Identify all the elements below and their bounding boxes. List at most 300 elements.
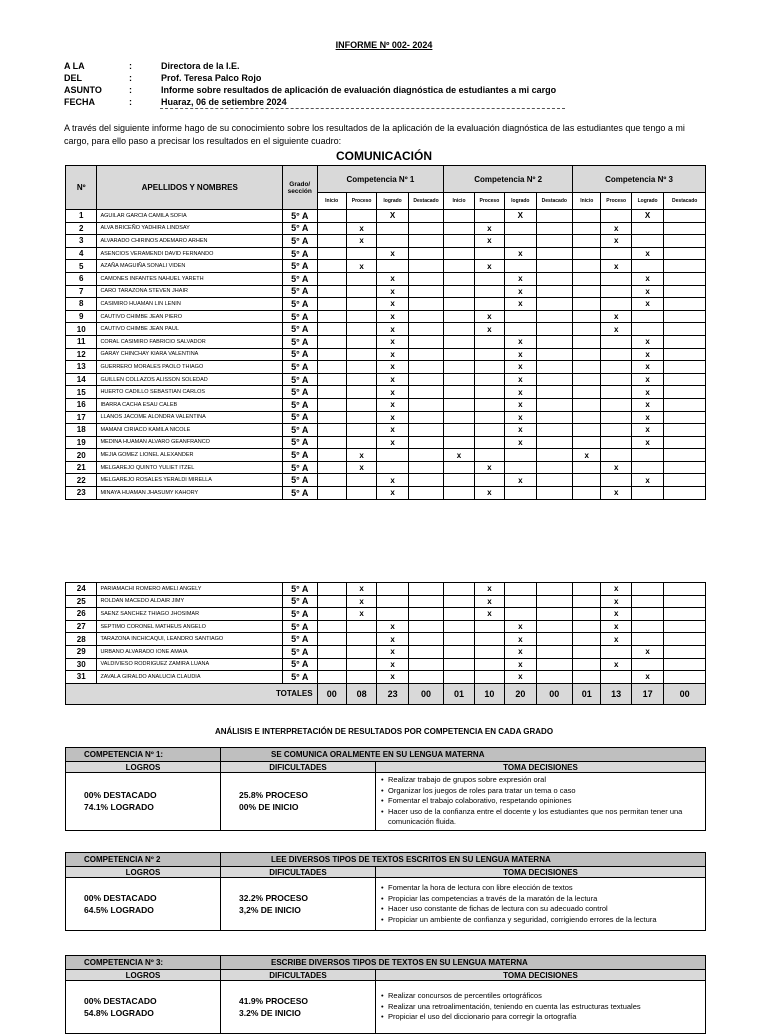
col-header-competencia-2: Competencia Nº 2 [444,166,573,193]
level-cell [408,310,444,323]
logro-value: 00% DESTACADO [84,790,157,801]
level-cell [346,474,376,487]
level-cell [346,247,376,260]
level-cell [444,222,474,235]
level-cell [317,608,346,621]
level-cell [536,361,573,374]
level-cell: x [631,411,663,424]
level-cell [444,633,474,646]
header-key: FECHA [64,97,95,107]
table-row [66,272,706,285]
level-cell [317,210,346,223]
col-header-level: Inicio [444,193,474,210]
level-cell: x [505,411,536,424]
row-number: 1 [66,210,97,223]
level-cell [408,449,444,462]
level-cell [631,461,663,474]
level-cell [573,633,601,646]
level-cell [317,620,346,633]
level-cell [601,386,631,399]
row-number: 22 [66,474,97,487]
level-cell [536,272,573,285]
dificultades-cell [221,878,376,931]
intro-paragraph: A través del siguiente informe hago de su conocimiento sobre los resultados de la aplicación de la evaluación diagnóstica de las estudiantes que tengo a mi cargo, para ello paso a precisar los resultados en el siguiente cuadro: [64,123,685,146]
level-cell [408,608,443,621]
level-cell [317,474,346,487]
student-name: MEJIA GOMEZ LIONEL ALEXANDER [97,449,283,462]
level-cell [317,645,346,658]
dificultad-value: 00% DE INICIO [239,802,299,813]
subheader-dificultades: DIFICULTADES [221,762,376,773]
decision-item: • Fomentar el trabajo colaborativo, respetando opiniones [388,796,701,807]
level-cell [573,608,601,621]
level-cell [408,361,444,374]
level-cell [573,298,601,311]
level-cell: x [377,671,408,684]
header-sep: : [129,73,132,83]
level-cell: x [505,272,536,285]
level-cell [664,608,706,621]
level-cell: x [505,361,536,374]
subheader-dificultades: DIFICULTADES [221,867,376,878]
level-cell [444,398,474,411]
level-cell [505,222,536,235]
level-cell [601,348,631,361]
level-cell [664,285,706,298]
table-row [66,247,706,260]
student-name: MELGAREJO ROSALES YERALDI MIRELLA [97,474,283,487]
level-cell: x [474,222,504,235]
student-name: CAUTIVO CHIMBE JEAN PAUL [97,323,283,336]
total-cell: 00 [408,683,443,704]
level-cell [317,633,346,646]
level-cell [377,595,408,608]
level-cell [408,620,443,633]
table-row [66,323,706,336]
logro-value: 64.5% LOGRADO [84,905,154,915]
row-number: 17 [66,411,97,424]
level-cell: x [377,411,408,424]
level-cell [317,671,346,684]
total-cell: 13 [601,683,631,704]
level-cell [408,595,443,608]
level-cell [573,210,601,223]
level-cell [664,595,706,608]
level-cell [408,285,444,298]
level-cell: x [377,310,408,323]
student-grade: 5° A [283,210,317,223]
level-cell [317,272,346,285]
student-grade: 5° A [283,310,317,323]
level-cell [536,247,573,260]
level-cell [408,461,444,474]
col-header-competencia-3: Competencia Nº 3 [573,166,706,193]
level-cell [444,474,474,487]
level-cell [536,398,573,411]
level-cell [317,411,346,424]
decision-item: • Hacer uso constante de fichas de lectura con su adecuado control [388,904,701,915]
row-number: 20 [66,449,97,462]
level-cell [573,411,601,424]
subject-title: COMUNICACIÓN [336,149,432,163]
subheader-logros: LOGROS [66,970,221,981]
col-header-level: Inicio [573,193,601,210]
decision-item: • Realizar una retroalimentación, teniendo en cuenta las estructuras textuales [388,1002,701,1013]
student-grade: 5° A [283,633,317,646]
decisiones-cell [376,878,706,931]
level-cell [505,260,536,273]
dificultad-value: 41.9% PROCESO [239,996,308,1006]
level-cell [474,658,504,671]
row-number: 3 [66,235,97,248]
level-cell [573,398,601,411]
table-row [66,633,706,646]
table-row [66,608,706,621]
report-title: INFORME Nº 002- 2024 [335,40,433,50]
dificultades-cell [221,981,376,1034]
table-row [66,285,706,298]
level-cell [664,583,706,596]
level-cell: x [346,260,376,273]
level-cell [573,235,601,248]
level-cell: x [631,298,663,311]
decision-item: • Fomentar la hora de lectura con libre elección de textos [388,883,701,894]
subheader-decisiones: TOMA DECISIONES [376,970,706,981]
level-cell [664,235,706,248]
level-cell [377,260,408,273]
level-cell [536,298,573,311]
level-cell [631,583,663,596]
student-grade: 5° A [283,487,317,500]
level-cell [444,671,474,684]
level-cell [317,247,346,260]
student-name: CORAL CASIMIRO FABRICIO SALVADOR [97,335,283,348]
level-cell: x [377,272,408,285]
student-name: ALVA BRICEÑO YADHIRA LINDSAY [97,222,283,235]
dificultad-value: 3.2% DE INICIO [239,1008,301,1018]
student-grade: 5° A [283,645,317,658]
level-cell [346,671,376,684]
level-cell [444,424,474,437]
header-value: Huaraz, 06 de setiembre 2024 [161,97,287,107]
level-cell [474,361,504,374]
subheader-decisiones: TOMA DECISIONES [376,762,706,773]
level-cell [317,461,346,474]
report-header [64,60,556,108]
level-cell: x [505,620,536,633]
subheader-logros: LOGROS [66,762,221,773]
total-cell: 10 [474,683,504,704]
level-cell [408,210,444,223]
table-row [66,222,706,235]
level-cell [444,487,474,500]
level-cell [601,436,631,449]
level-cell: x [377,645,408,658]
level-cell [664,373,706,386]
level-cell [573,487,601,500]
level-cell [474,335,504,348]
level-cell: x [377,298,408,311]
logro-value: 54.8% LOGRADO [84,1008,154,1018]
level-cell: x [573,449,601,462]
level-cell [408,272,444,285]
level-cell: x [601,583,631,596]
table-row [66,260,706,273]
level-cell [601,449,631,462]
competencia-label: COMPETENCIA Nº 3: [66,956,221,970]
level-cell: x [377,633,408,646]
student-grade: 5° A [283,583,317,596]
level-cell [505,449,536,462]
subheader-decisiones: TOMA DECISIONES [376,867,706,878]
student-grade: 5° A [283,449,317,462]
level-cell [573,386,601,399]
level-cell [317,398,346,411]
level-cell [601,335,631,348]
level-cell: x [474,595,504,608]
table-row [66,461,706,474]
level-cell [346,386,376,399]
header-row-from [64,72,556,84]
level-cell: x [601,235,631,248]
level-cell [444,620,474,633]
level-cell: x [601,260,631,273]
level-cell [536,424,573,437]
level-cell [474,386,504,399]
table-row [66,386,706,399]
header-row-subject [64,84,556,96]
level-cell [536,323,573,336]
student-grade: 5° A [283,595,317,608]
row-number: 2 [66,222,97,235]
level-cell: x [601,620,631,633]
level-cell [317,583,346,596]
level-cell: x [377,424,408,437]
level-cell [536,260,573,273]
level-cell: X [631,210,663,223]
row-number: 28 [66,633,97,646]
level-cell: x [377,398,408,411]
level-cell [317,310,346,323]
header-row-to [64,60,556,72]
level-cell [664,633,706,646]
col-header-level: Logrado [631,193,663,210]
level-cell: x [474,608,504,621]
col-header-level: logrado [377,193,408,210]
level-cell [536,310,573,323]
level-cell [601,247,631,260]
table-row [66,449,706,462]
level-cell [505,461,536,474]
level-cell [346,424,376,437]
col-header-level: Destacado [536,193,573,210]
level-cell [631,633,663,646]
level-cell: x [377,323,408,336]
header-key: ASUNTO [64,85,102,95]
student-name: TARAZONA INCHICAQUI, LEANDRO SANTIAGO [97,633,283,646]
level-cell [631,487,663,500]
col-header-grade: Grado/ sección [283,166,317,210]
col-header-level: Destacado [408,193,444,210]
level-cell [444,247,474,260]
level-cell [631,620,663,633]
level-cell [408,323,444,336]
level-cell: x [601,310,631,323]
decisiones-cell [376,773,706,831]
level-cell [474,633,504,646]
level-cell: x [601,633,631,646]
level-cell [474,436,504,449]
header-row-date [64,96,556,108]
level-cell [317,449,346,462]
header-value: Informe sobre resultados de aplicación de evaluación diagnóstica de estudiantes a mi cargo [161,85,557,95]
level-cell [444,210,474,223]
level-cell [444,285,474,298]
level-cell: X [505,210,536,223]
level-cell [408,583,443,596]
student-name: ALVARADO CHIRINOS ADEMARO ARHEN [97,235,283,248]
col-header-number: Nº [66,166,97,210]
level-cell [346,436,376,449]
logro-value: 00% DESTACADO [84,893,157,903]
decision-item: • Organizar los juegos de roles para tratar un tema o caso [388,786,701,797]
level-cell [536,645,573,658]
decision-item: • Propiciar un ambiente de confianza y seguridad, corrigiendo errores de la lectura [388,915,701,926]
table-row [66,671,706,684]
competencia-analysis-table [65,955,706,1034]
decision-list [380,991,701,1023]
student-grade: 5° A [283,608,317,621]
level-cell [601,411,631,424]
table-row [66,474,706,487]
level-cell [408,348,444,361]
level-cell [346,487,376,500]
row-number: 11 [66,335,97,348]
level-cell [474,645,504,658]
level-cell [317,386,346,399]
table-row [66,411,706,424]
header-value: Directora de la I.E. [161,61,240,71]
level-cell [444,272,474,285]
level-cell [505,310,536,323]
level-cell [601,373,631,386]
level-cell [664,424,706,437]
level-cell: x [474,260,504,273]
total-cell: 17 [631,683,663,704]
level-cell: x [631,474,663,487]
level-cell [536,235,573,248]
student-name: CAMONES INFANTES NAHUEL YARETH [97,272,283,285]
level-cell: x [474,583,504,596]
level-cell: x [505,247,536,260]
level-cell [664,487,706,500]
level-cell: x [601,595,631,608]
level-cell [536,608,573,621]
level-cell [664,449,706,462]
level-cell [664,323,706,336]
row-number: 29 [66,645,97,658]
header-key: DEL [64,73,82,83]
level-cell [631,658,663,671]
level-cell [664,436,706,449]
level-cell [536,335,573,348]
level-cell [346,620,376,633]
student-name: SEPTIMO CORONEL MATHEUS ANGELO [97,620,283,633]
total-cell: 08 [346,683,376,704]
level-cell: x [346,461,376,474]
level-cell: x [377,658,408,671]
level-cell: x [631,436,663,449]
header-value: Prof. Teresa Palco Rojo [161,73,262,83]
student-name: IBARRA CACHA ESAU CALEB [97,398,283,411]
level-cell: x [505,398,536,411]
level-cell [664,671,706,684]
level-cell: x [377,386,408,399]
student-grade: 5° A [283,298,317,311]
total-cell: 00 [664,683,706,704]
row-number: 25 [66,595,97,608]
level-cell [505,608,536,621]
level-cell [601,671,631,684]
row-number: 26 [66,608,97,621]
level-cell: x [377,361,408,374]
level-cell [536,285,573,298]
competencia-label: COMPETENCIA Nº 2 [66,853,221,867]
level-cell [474,449,504,462]
level-cell [664,620,706,633]
col-header-name: APELLIDOS Y NOMBRES [97,166,283,210]
level-cell [444,298,474,311]
level-cell: x [346,608,376,621]
level-cell [317,595,346,608]
level-cell [536,373,573,386]
student-grade: 5° A [283,222,317,235]
results-table [65,165,706,500]
row-number: 13 [66,361,97,374]
level-cell: x [601,461,631,474]
row-number: 10 [66,323,97,336]
student-grade: 5° A [283,348,317,361]
header-sep: : [129,61,132,71]
level-cell [444,436,474,449]
level-cell [631,235,663,248]
table-row [66,235,706,248]
level-cell: x [505,386,536,399]
competencia-name: LEE DIVERSOS TIPOS DE TEXTOS ESCRITOS EN SU LENGUA MATERNA [221,853,706,867]
level-cell [444,323,474,336]
student-grade: 5° A [283,474,317,487]
level-cell [346,373,376,386]
level-cell [631,222,663,235]
level-cell: x [377,436,408,449]
level-cell [474,247,504,260]
level-cell: x [474,310,504,323]
level-cell [664,658,706,671]
level-cell [536,487,573,500]
dificultad-value: 25.8% PROCESO [239,790,308,801]
level-cell: x [377,620,408,633]
level-cell [408,386,444,399]
level-cell: x [601,658,631,671]
level-cell [573,310,601,323]
level-cell: x [377,335,408,348]
level-cell [573,348,601,361]
level-cell: x [601,608,631,621]
level-cell [408,645,443,658]
student-grade: 5° A [283,398,317,411]
row-number: 24 [66,583,97,596]
table-row [66,487,706,500]
